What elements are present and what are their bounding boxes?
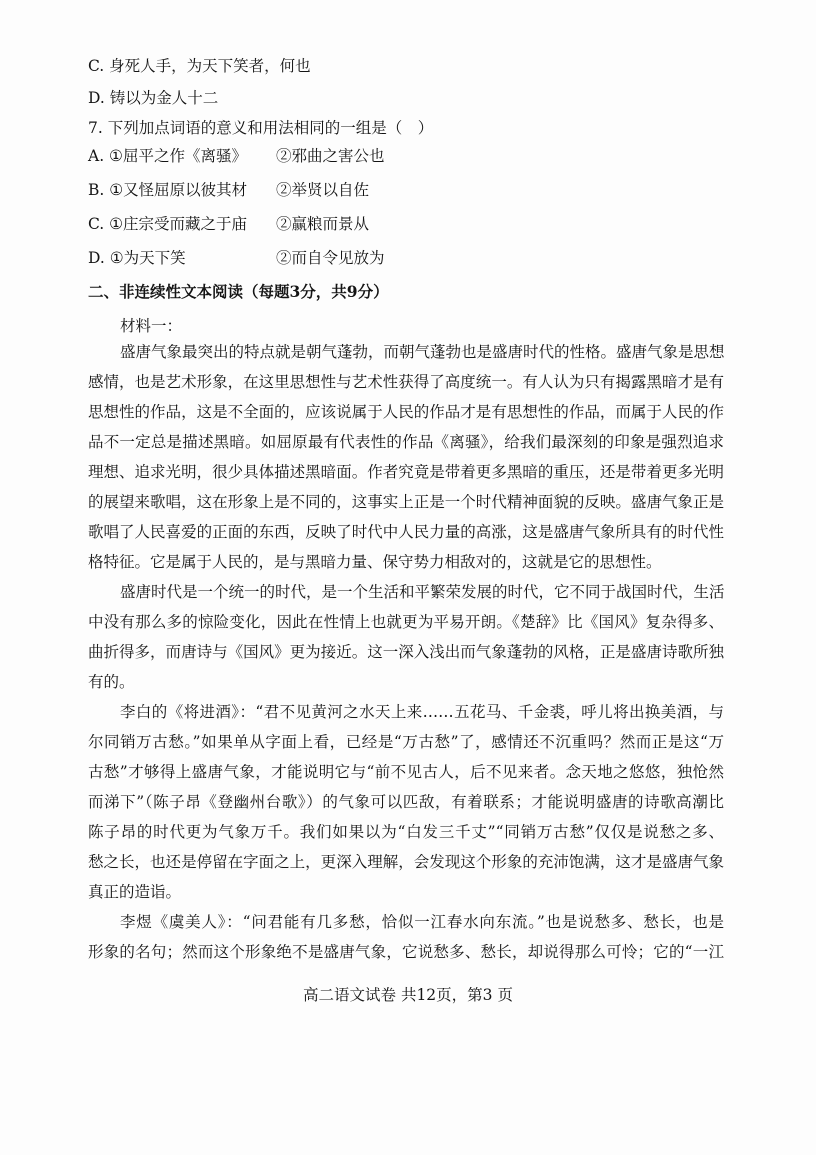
q7-option-a-item1: A. ①屈平之作《离骚》 (88, 147, 247, 165)
paragraph-line: 盛唐气象最突出的特点就是朝气蓬勃，而朝气蓬勃也是盛唐时代的性格。盛唐气象是思想 (120, 343, 725, 361)
q7-option-b-item1: B. ①又怪屈原以彼其材 (88, 181, 248, 199)
paragraph-line: 盛唐时代是一个统一的时代，是一个生活和平繁荣发展的时代，它不同于战国时代，生活 (120, 583, 725, 601)
q7-option-c-item2: ②赢粮而景从 (276, 215, 370, 233)
paragraph-line: 曲折得多，而唐诗与《国风》更为接近。这一深入浅出而气象蓬勃的风格，正是盛唐诗歌所独 (88, 643, 724, 661)
paragraph-line: 李白的《将进酒》：“君不见黄河之水天上来……五花马、千金裘，呼儿将出换美酒，与 (120, 703, 724, 721)
paragraph-line: 李煜《虞美人》：“问君能有几多愁，恰似一江春水向东流。”也是说愁多、愁长，也是 (120, 913, 724, 931)
paragraph-line: 歌唱了人民喜爱的正面的东西，反映了时代中人民力量的高涨，这是盛唐气象所具有的时代性 (88, 523, 724, 541)
material-label: 材料一： (120, 317, 183, 335)
q7-option-c-item1: C. ①庄宗受而藏之于庙 (88, 215, 248, 233)
q6-option-d: D. 铸以为金人十二 (88, 89, 219, 107)
section-title: 二、非连续性文本阅读（每题3分，共9分） (88, 282, 389, 301)
paragraph-line: 中没有那么多的惊险变化，因此在性情上也就更为平易开朗。《楚辞》比《国风》复杂得多、 (88, 613, 724, 631)
q7-option-b-item2: ②举贤以自佐 (276, 181, 370, 199)
paragraph-line: 真正的造诣。 (88, 883, 182, 901)
q7-option-d-item2: ②而自令见放为 (276, 249, 385, 267)
paragraph-line: 愁之长，也还是停留在字面之上，更深入理解，会发现这个形象的充沛饱满，这才是盛唐气象 (88, 853, 724, 871)
page-footer: 高二语文试卷 共12页，第3 页 (303, 986, 513, 1004)
paragraph-line: 尔同销万古愁。”如果单从字面上看，已经是“万古愁”了，感情还不沉重吗？然而正是这“万 (88, 733, 724, 751)
paragraph-line: 陈子昂的时代更为气象万千。我们如果以为“白发三千丈”“同销万古愁”仅仅是说愁之多、 (88, 823, 724, 841)
q7-option-d-item1: D. ①为天下笑 (88, 249, 186, 267)
paragraph-line: 古愁”才够得上盛唐气象，才能说明它与“前不见古人，后不见来者。念天地之悠悠，独怆然 (88, 763, 724, 781)
paragraph-line: 思想性的作品，这是不全面的，应该说属于人民的作品才是有思想性的作品，而属于人民的作 (88, 403, 724, 421)
paragraph-line: 形象的名句；然而这个形象绝不是盛唐气象，它说愁多、愁长，却说得那么可怜；它的“一江 (88, 943, 724, 961)
paragraph-line: 的展望来歌唱，这在形象上是不同的，这事实上正是一个时代精神面貌的反映。盛唐气象正是 (88, 493, 724, 511)
paragraph-line: 有的。 (88, 673, 135, 691)
paragraph-line: 品不一定总是描述黑暗。如屈原最有代表性的作品《离骚》，给我们最深刻的印象是强烈追求 (88, 433, 724, 451)
paragraph-line: 理想、追求光明，很少具体描述黑暗面。作者究竟是带着更多黑暗的重压，还是带着更多光明 (88, 463, 724, 481)
q6-option-c: C. 身死人手，为天下笑者，何也 (88, 57, 311, 75)
paragraph-line: 而涕下”（陈子昂《登幽州台歌》）的气象可以匹敌，有着联系；才能说明盛唐的诗歌高潮比 (88, 793, 724, 811)
paragraph-line: 感情，也是艺术形象，在这里思想性与艺术性获得了高度统一。有人认为只有揭露黑暗才是有 (88, 373, 724, 391)
q7-option-a-item2: ②邪曲之害公也 (276, 147, 385, 165)
q7-stem: 7. 下列加点词语的意义和用法相同的一组是（ ） (88, 119, 434, 137)
paragraph-line: 格特征。它是属于人民的，是与黑暗力量、保守势力相敌对的，这就是它的思想性。 (88, 553, 662, 571)
